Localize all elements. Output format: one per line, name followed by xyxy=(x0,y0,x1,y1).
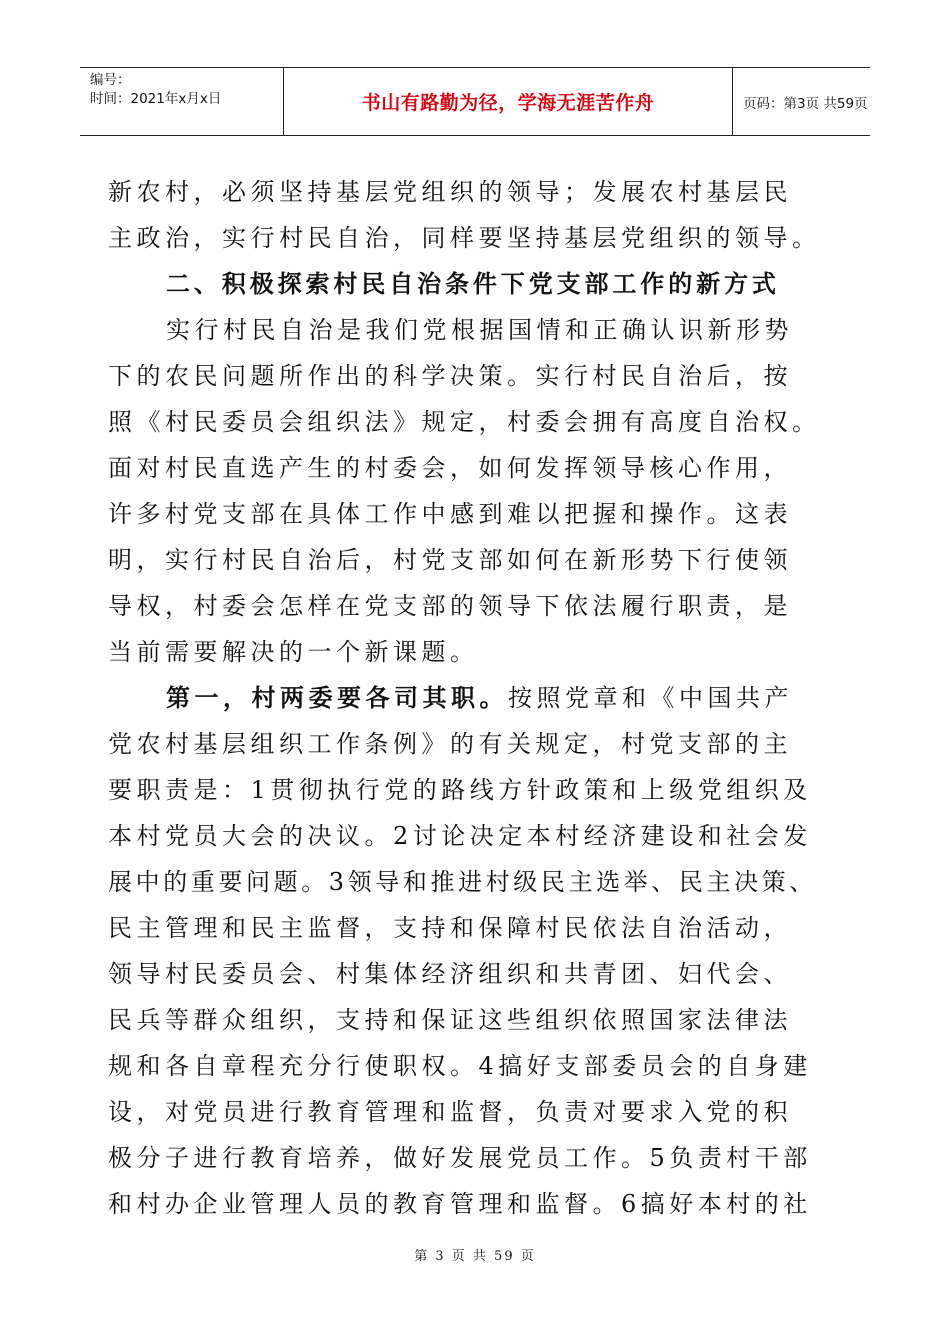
document-number-label: 编号： xyxy=(90,72,131,88)
section-heading: 二、积极探索村民自治条件下党支部工作的新方式 xyxy=(166,269,780,298)
header-motto: 书山有路勤为径，学海无涯苦作舟 xyxy=(283,68,733,135)
header-meta xyxy=(80,68,283,135)
body-line: 民兵等群众组织，支持和保证这些组织依照国家法律法 xyxy=(108,1006,792,1034)
body-line: 展中的重要问题。3领导和推进村级民主选举、民主决策、 xyxy=(108,868,817,896)
document-time-label: 时间：2021年x月x日 xyxy=(90,91,222,107)
page-header xyxy=(80,67,870,136)
body-line: 主政治，实行村民自治，同样要坚持基层党组织的领导。 xyxy=(108,224,821,252)
body-line: 规和各自章程充分行使职权。4搞好支部委员会的自身建 xyxy=(108,1052,812,1080)
body-line: 下的农民问题所作出的科学决策。实行村民自治后，按 xyxy=(108,362,792,390)
body-line: 明，实行村民自治后，村党支部如何在新形势下行使领 xyxy=(108,546,792,574)
body-line: 党农村基层组织工作条例》的有关规定，村党支部的主 xyxy=(108,730,792,758)
header-page-code: 页码：第3页 共59页 xyxy=(743,95,868,112)
body-line: 许多村党支部在具体工作中感到难以把握和操作。这表 xyxy=(108,500,792,528)
body-line: 导权，村委会怎样在党支部的领导下依法履行职责，是 xyxy=(108,592,792,620)
page-footer: 第 3 页 共 59 页 xyxy=(414,1249,536,1264)
body-line: 领导村民委员会、村集体经济组织和共青团、妇代会、 xyxy=(108,960,792,988)
body-line: 本村党员大会的决议。2讨论决定本村经济建设和社会发 xyxy=(108,822,812,850)
body-line: 和村办企业管理人员的教育管理和监督。6搞好本村的社 xyxy=(108,1190,812,1218)
paragraph-lead-rest: 按照党章和《中国共产 xyxy=(508,684,793,712)
body-line: 极分子进行教育培养，做好发展党员工作。5负责村干部 xyxy=(108,1144,812,1172)
body-line: 新农村，必须坚持基层党组织的领导；发展农村基层民 xyxy=(108,178,792,206)
paragraph-lead-line xyxy=(166,683,793,713)
paragraph-lead-bold: 第一，村两委要各司其职。 xyxy=(166,683,508,712)
body-line: 民主管理和民主监督，支持和保障村民依法自治活动， xyxy=(108,914,792,942)
body-line: 当前需要解决的一个新课题。 xyxy=(108,638,479,666)
body-line: 实行村民自治是我们党根据国情和正确认识新形势 xyxy=(166,316,793,344)
body-line: 照《村民委员会组织法》规定，村委会拥有高度自治权。 xyxy=(108,408,821,436)
body-line: 设，对党员进行教育管理和监督，负责对要求入党的积 xyxy=(108,1098,792,1126)
body-line: 面对村民直选产生的村委会，如何发挥领导核心作用， xyxy=(108,454,792,482)
body-line: 要职责是：1贯彻执行党的路线方针政策和上级党组织及 xyxy=(108,776,812,804)
